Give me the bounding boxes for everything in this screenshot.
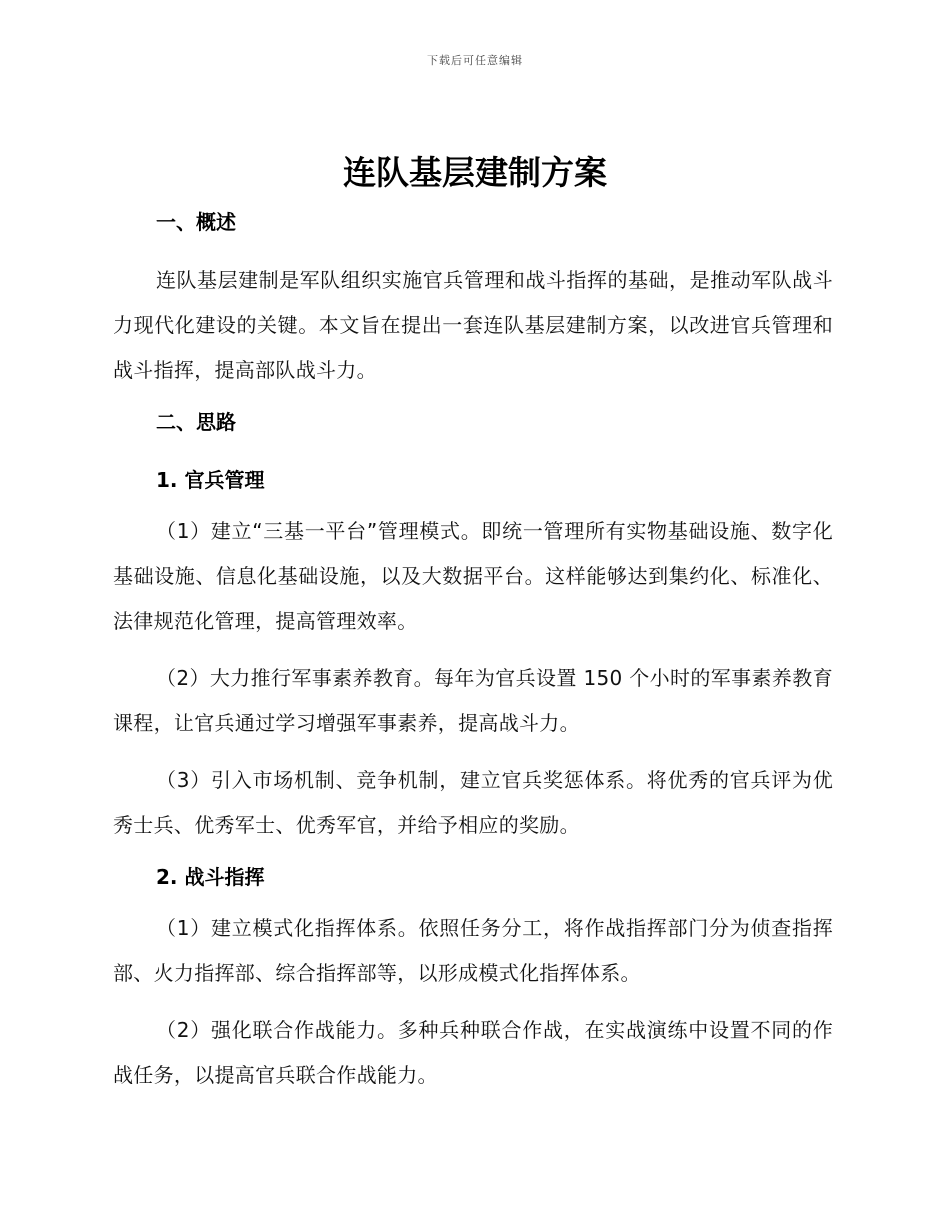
section-heading-overview: 一、概述 xyxy=(156,210,236,234)
personnel-item-1: （1）建立“三基一平台”管理模式。即统一管理所有实物基础设施、数字化基础设施、信息化基础设施，以及大数据平台。这样能够达到集约化、标准化、法律规范化管理，提高管理效率。 xyxy=(113,519,833,633)
subsection-heading-personnel: 1. 官兵管理 xyxy=(156,468,265,492)
overview-paragraph: 连队基层建制是军队组织实施官兵管理和战斗指挥的基础，是推动军队战斗力现代化建设的关键。本文旨在提出一套连队基层建制方案，以改进官兵管理和战斗指挥，提高部队战斗力。 xyxy=(113,268,833,382)
section-heading-approach: 二、思路 xyxy=(156,410,236,434)
page-header-note: 下载后可任意编辑 xyxy=(427,54,523,67)
personnel-item-3: （3）引入市场机制、竞争机制，建立官兵奖惩体系。将优秀的官兵评为优秀士兵、优秀军士、优秀军官，并给予相应的奖励。 xyxy=(113,768,833,837)
subsection-heading-command: 2. 战斗指挥 xyxy=(156,865,265,889)
document-body xyxy=(113,202,833,1098)
command-item-2: （2）强化联合作战能力。多种兵种联合作战，在实战演练中设置不同的作战任务，以提高官兵联合作战能力。 xyxy=(113,1018,833,1087)
personnel-item-2: （2）大力推行军事素养教育。每年为官兵设置 150 个小时的军事素养教育课程，让官兵通过学习增强军事素养，提高战斗力。 xyxy=(113,666,833,735)
command-item-1: （1）建立模式化指挥体系。依照任务分工，将作战指挥部门分为侦查指挥部、火力指挥部、综合指挥部等，以形成模式化指挥体系。 xyxy=(113,916,833,985)
document-title: 连队基层建制方案 xyxy=(343,153,607,192)
